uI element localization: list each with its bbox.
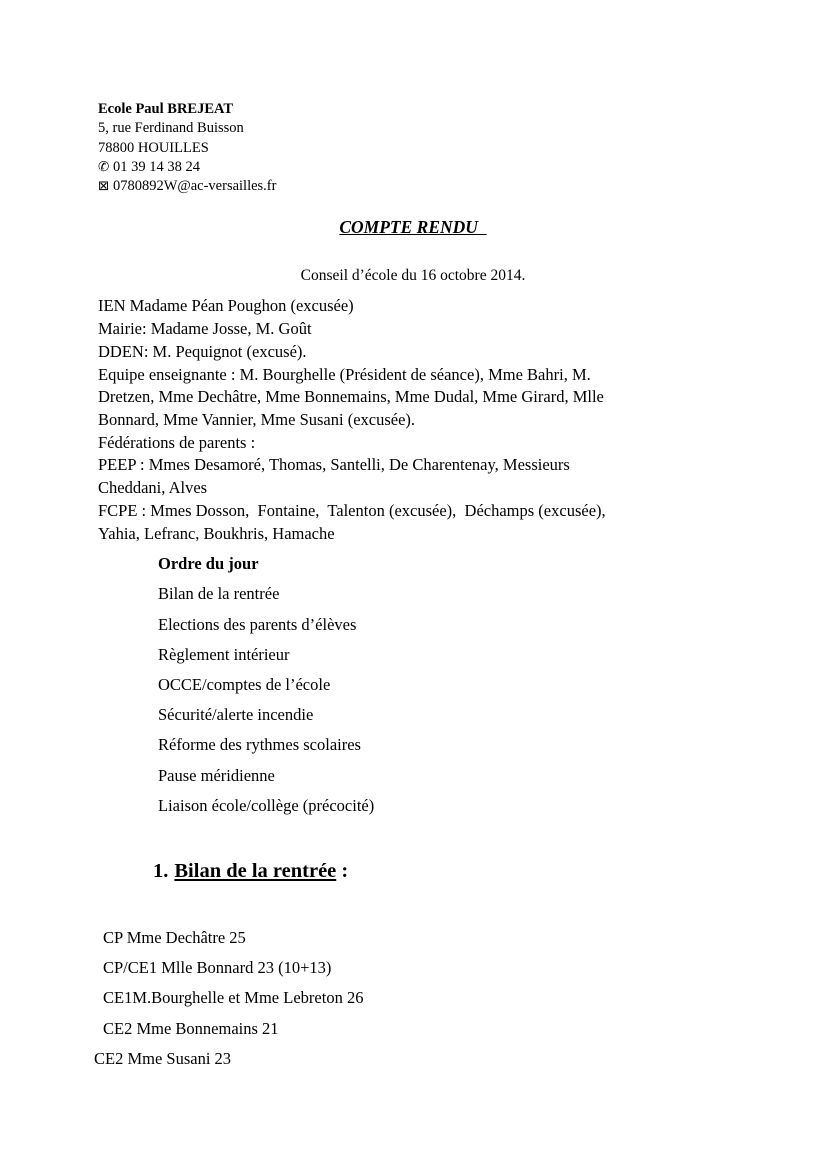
agenda-section bbox=[158, 549, 826, 821]
class-roster-line: CE2 Mme Susani 23 bbox=[94, 1048, 232, 1068]
phone-number: 01 39 14 38 24 bbox=[112, 158, 200, 175]
agenda-item: Réforme des rythmes scolaires bbox=[158, 735, 361, 755]
attendee-line: Yahia, Lefranc, Boukhris, Hamache bbox=[98, 523, 335, 543]
section1-number: 1. bbox=[153, 860, 169, 883]
school-email-line bbox=[98, 177, 826, 196]
section1-suffix: : bbox=[336, 860, 349, 883]
attendees-list bbox=[98, 295, 746, 545]
agenda-item: Pause méridienne bbox=[158, 765, 275, 785]
class-roster-line: CP Mme Dechâtre 25 bbox=[103, 928, 246, 948]
attendee-line: Mairie: Madame Josse, M. Goût bbox=[98, 319, 312, 339]
attendee-line: Dretzen, Mme Dechâtre, Mme Bonnemains, Mme Dudal, Mme Girard, Mlle bbox=[98, 387, 604, 407]
school-phone-line bbox=[98, 158, 826, 177]
email-address: 0780892W@ac-versailles.fr bbox=[112, 178, 277, 195]
section1-heading bbox=[153, 857, 826, 885]
agenda-item: Bilan de la rentrée bbox=[158, 584, 280, 604]
attendee-line: Cheddani, Alves bbox=[98, 478, 208, 498]
school-name: Ecole Paul BREJEAT bbox=[98, 101, 234, 117]
agenda-item: OCCE/comptes de l’école bbox=[158, 675, 331, 695]
attendee-line: FCPE : Mmes Dosson, Fontaine, Talenton (excusée), Déchamps (excusée), bbox=[98, 500, 606, 520]
attendee-line: Bonnard, Mme Vannier, Mme Susani (excusée). bbox=[98, 410, 416, 429]
phone-icon: ✆ bbox=[98, 158, 110, 175]
document-title-text: COMPTE RENDU bbox=[339, 217, 478, 238]
agenda-item: Elections des parents d’élèves bbox=[158, 614, 357, 634]
school-address-city: 78800 HOUILLES bbox=[98, 139, 209, 156]
attendee-line: IEN Madame Péan Poughon (excusée) bbox=[98, 296, 354, 316]
school-header bbox=[98, 0, 826, 196]
class-roster-line: CE2 Mme Bonnemains 21 bbox=[103, 1018, 279, 1038]
attendee-line: Equipe enseignante : M. Bourghelle (Président de séance), Mme Bahri, M. bbox=[98, 364, 591, 384]
agenda-heading: Ordre du jour bbox=[158, 554, 259, 574]
class-roster-line: CP/CE1 Mlle Bonnard 23 (10+13) bbox=[103, 958, 332, 978]
attendee-line: Fédérations de parents : bbox=[98, 432, 256, 452]
agenda-item: Sécurité/alerte incendie bbox=[158, 705, 314, 725]
agenda-item: Règlement intérieur bbox=[158, 644, 290, 664]
attendee-line: DDEN: M. Pequignot (excusé). bbox=[98, 341, 307, 361]
agenda-items bbox=[158, 579, 826, 821]
school-address-street: 5, rue Ferdinand Buisson bbox=[98, 120, 244, 137]
document-title bbox=[0, 216, 826, 239]
class-roster bbox=[94, 923, 826, 1074]
envelope-icon: ⊠ bbox=[98, 178, 110, 195]
section1-title: Bilan de la rentrée bbox=[174, 860, 337, 883]
class-roster-line: CE1M.Bourghelle et Mme Lebreton 26 bbox=[103, 988, 364, 1008]
document-subtitle: Conseil d’école du 16 octobre 2014. bbox=[300, 267, 526, 285]
agenda-item: Liaison école/collège (précocité) bbox=[158, 795, 375, 815]
attendee-line: PEEP : Mmes Desamoré, Thomas, Santelli, De Charentenay, Messieurs bbox=[98, 455, 570, 475]
